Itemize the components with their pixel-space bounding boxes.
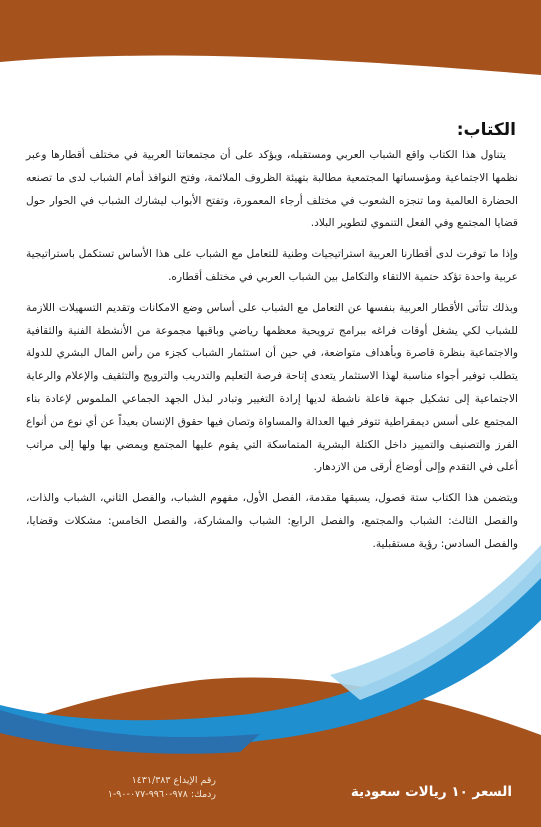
isbn-number: ردمك: ٩٧٨-٩٩٦٠-٠٧٧-٩٠-١: [107, 789, 216, 800]
paragraph-3: وبذلك تتأتى الأقطار العربية بنفسها عن التعامل مع الشباب على أساس وضع الامكانات وتقديم التسهيلات اللازمة للشباب لكي يشغل أوقات فراغه ببرامج ترويحية معظمها رياضي وباقيها مجموعة من الأنشطة الفنية والثقافية والاجتماعية بنظرة قاصرة وبأهداف متواضعة، في حين أن استثمار الشباب كجزء من رأس المال البشري للدولة يتطلب توفير أجواء مناسبة لهذا الاستثمار يتعدى إتاحة فرصة التعليم والتدريب والترويج والتثقيف والإعلام والرعاية الاجتماعية إلى تشكيل جبهة فاعلة ناشطة لديها إرادة التغيير وتبادر لبذل الجهد الجماعي الملموس لإعادة بناء المجتمع على أسس ديمقراطية تتوفر فيها العدالة والمساواة وتصان فيها حقوق الإنسان بعيداً عن أي نوع من أنواع الفرز والتصنيف والتمييز داخل الكتلة البشرية المتماسكة التي يقوم عليها المجتمع ويمضي بها ولها إلى مراتب أعلى في التقدم وإلى أوضاع أرقى من الازدهار.: [26, 301, 518, 474]
paragraph-4: ويتضمن هذا الكتاب ستة فصول، يسبقها مقدمة، الفصل الأول، مفهوم الشباب، والفصل الثاني، الشباب والذات، والفصل الثالث: الشباب والمجتمع، والفصل الرابع: الشباب والمشاركة، والفصل الخامس: مشكلات وقضايا، والفصل السادس: رؤية مستقبلية.: [26, 492, 518, 550]
publication-info: [66, 774, 216, 802]
paragraph-1: يتناول هذا الكتاب واقع الشباب العربي ومستقبله، ويؤكد على أن مجتمعاتنا العربية في مختلف أقطارها وعبر نظمها الاجتماعية ومؤسساتها المجتمعية مطالبة بتهيئة الظروف الملائمة، وفتح النوافذ أمام الشباب لدى ما تصنعه الحضارة العالمية وما تنجزه الشعوب في مختلف أرجاء المعمورة، وتفتح الأبواب ليشارك الشباب في الحوار حول قضايا المجتمع وفي الفعل التنموي لتطوير البلاد.: [26, 149, 518, 230]
paragraph-2: وإذا ما توفرت لدى أقطارنا العربية استراتيجيات وطنية للتعامل مع الشباب على هذا الأساس تستكمل باستراتيجية عربية واحدة تؤكد حتمية الالتقاء والتكامل بين الشباب العربي في مختلف أقطاره.: [26, 248, 518, 283]
deposit-number: رقم الإيداع ١٤٣١/٣٨٣: [131, 775, 216, 786]
book-description: [26, 120, 518, 564]
section-heading: الكتاب:: [456, 120, 516, 140]
price-label: السعر ١٠ ريالات سعودية: [350, 784, 512, 800]
